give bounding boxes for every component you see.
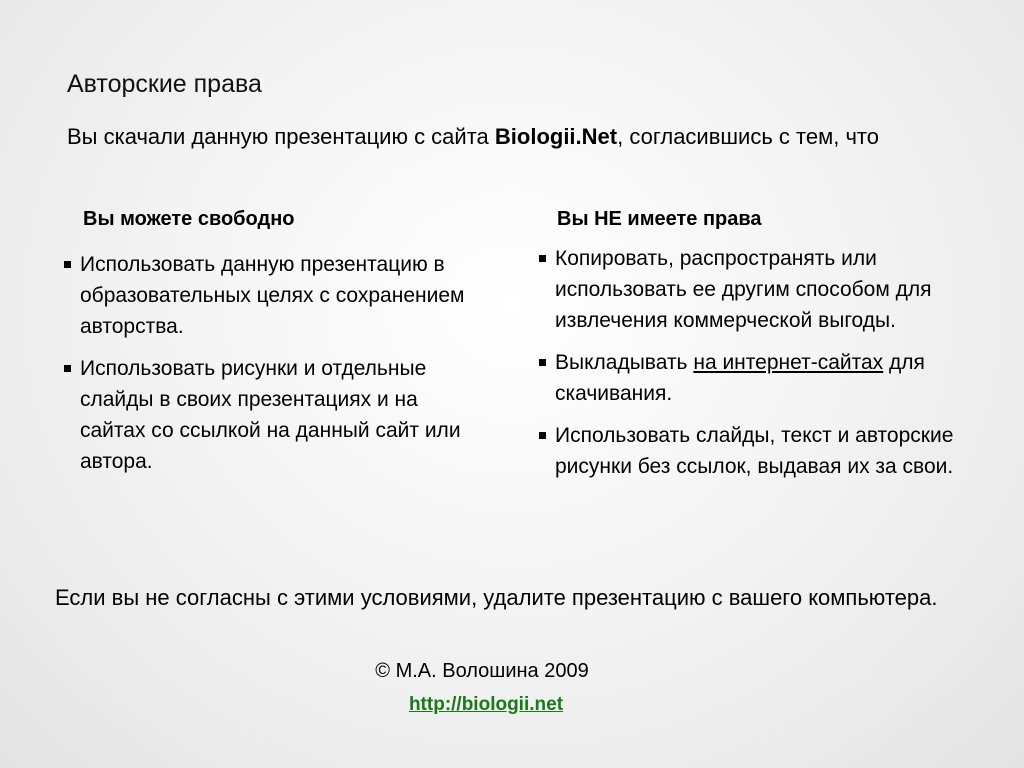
- intro-before: Вы скачали данную презентацию с сайта: [67, 124, 495, 149]
- list-item: [62, 249, 482, 342]
- list-item-text: Использовать данную презентацию в образовательных целях с сохранением авторства.: [80, 253, 465, 338]
- list-item-text: Использовать рисунки и отдельные слайды в своих презентациях и на сайтах со ссылкой на данный сайт или автора.: [80, 357, 461, 473]
- allowed-heading: Вы можете свободно: [83, 208, 295, 230]
- bullet-icon: [539, 359, 546, 366]
- list-item: [537, 347, 977, 409]
- forbidden-heading: Вы НЕ имеете права: [557, 208, 762, 230]
- site-name: Biologii.Net: [494, 124, 618, 149]
- forbidden-list: [537, 243, 977, 493]
- allowed-list: [62, 249, 482, 488]
- list-item-text-after: для скачивания.: [555, 351, 925, 405]
- copyright-text: © М.А. Волошина 2009: [375, 660, 589, 682]
- disagreement-notice: Если вы не согласны с этими условиями, удалите презентацию с вашего компьютера.: [55, 585, 938, 610]
- bullet-icon: [64, 261, 71, 268]
- site-link[interactable]: http://biologii.net: [408, 694, 564, 715]
- list-item: [537, 420, 977, 482]
- list-item-text: Использовать слайды, текст и авторские рисунки без ссылок, выдавая их за свои.: [555, 424, 954, 478]
- bullet-icon: [539, 432, 546, 439]
- site-link-container: [0, 693, 1024, 717]
- list-item-text: Копировать, распространять или использовать ее другим способом для извлечения коммерческой выгоды.: [555, 247, 932, 332]
- intro-text: [67, 121, 977, 152]
- list-item-text-before: Выкладывать: [555, 351, 694, 374]
- list-item: [62, 353, 482, 477]
- bullet-icon: [539, 255, 546, 262]
- list-item: [537, 243, 977, 336]
- slide-title: Авторские права: [67, 70, 262, 98]
- intro-after: , согласившись с тем, что: [617, 124, 879, 149]
- bullet-icon: [64, 365, 71, 372]
- copyright: [0, 658, 1024, 684]
- list-item-underlined-text: на интернет-сайтах: [693, 351, 884, 374]
